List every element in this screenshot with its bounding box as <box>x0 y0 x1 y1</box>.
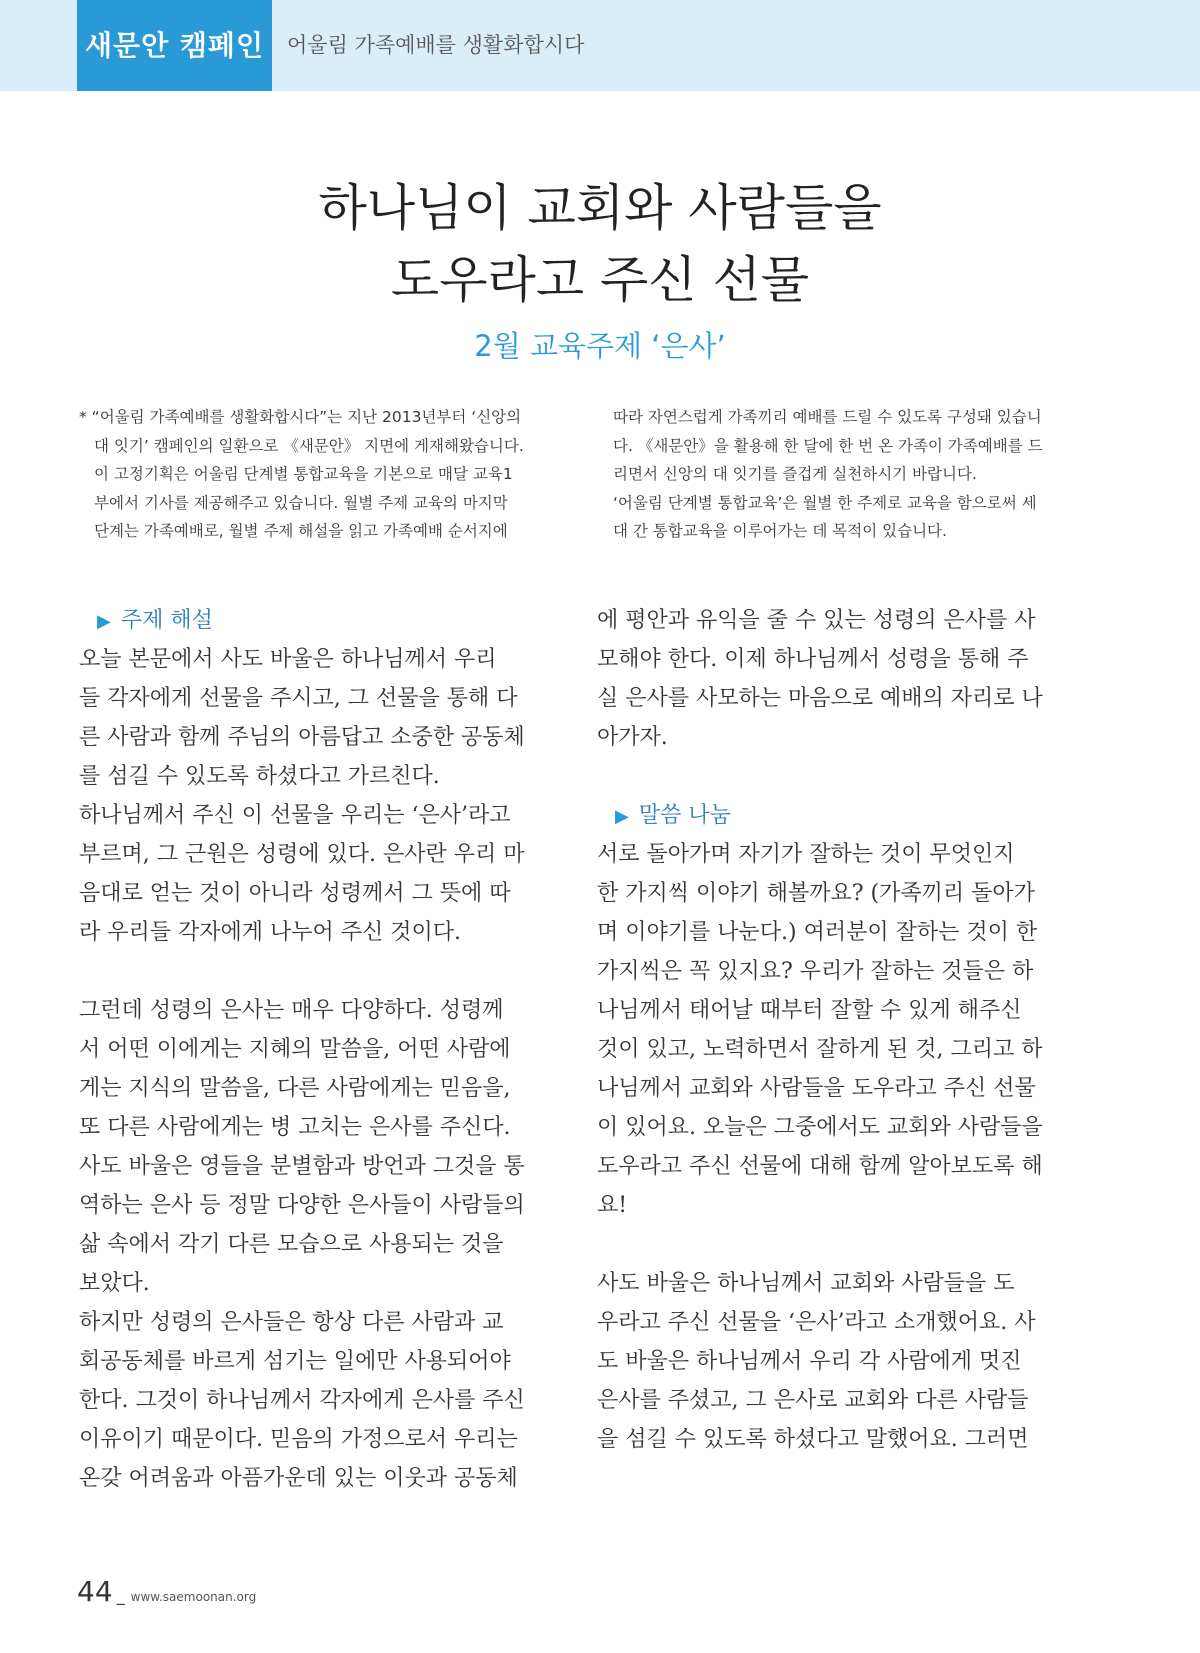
intro-line: * “어울림 가족예배를 생활화합시다”는 지난 2013년부터 ‘신앙의 <box>79 408 522 426</box>
body-line: 서 어떤 이에게는 지혜의 말씀을, 어떤 사람에 <box>79 1037 511 1062</box>
body-line: 에 평안과 유익을 줄 수 있는 성령의 은사를 사 <box>597 608 1036 633</box>
body-line: 하지만 성령의 은사들은 항상 다른 사람과 교 <box>79 1310 504 1335</box>
intro-line: 이 고정기획은 어울림 단계별 통합교육을 기본으로 매달 교육1 <box>94 465 513 483</box>
body-line: 온갖 어려움과 아픔가운데 있는 이웃과 공동체 <box>79 1466 518 1491</box>
body-line: 아가자. <box>597 725 668 750</box>
section-heading-word <box>597 796 1087 835</box>
article-title-line: 하나님이 교회와 사람들을 <box>318 179 882 237</box>
body-line: 역하는 은사 등 정말 다양한 은사들이 사람들의 <box>79 1193 525 1218</box>
body-line: 사도 바울은 하나님께서 교회와 사람들을 도 <box>597 1271 1015 1296</box>
intro-line: 대 잇기’ 캠페인의 일환으로 《새문안》 지면에 게재해왔습니다. <box>94 436 524 455</box>
page-number: 44 <box>77 1575 113 1608</box>
intro-line: 따라 자연스럽게 가족끼리 예배를 드릴 수 있도록 구성돼 있습니 <box>613 408 1042 426</box>
article-title <box>0 172 1200 316</box>
intro-line: 부에서 기사를 제공해주고 있습니다. 월별 주제 교육의 마지막 <box>94 493 508 512</box>
body-line: 나님께서 교회와 사람들을 도우라고 주신 선물 <box>597 1076 1036 1101</box>
body-line: 삶 속에서 각기 다른 모습으로 사용되는 것을 <box>79 1232 504 1257</box>
body-line: 며 이야기를 나눈다.) 여러분이 잘하는 것이 한 <box>597 920 1038 945</box>
article-title-line: 도우라고 주신 선물 <box>390 251 810 309</box>
body-line: 모해야 한다. 이제 하나님께서 성령을 통해 주 <box>597 647 1029 672</box>
body-line: 우라고 주신 선물을 ‘은사’라고 소개했어요. 사 <box>597 1310 1036 1335</box>
page-footer <box>77 1575 256 1615</box>
footer-separator: _ <box>116 1586 125 1605</box>
body-line: 서로 돌아가며 자기가 잘하는 것이 무엇인지 <box>597 842 1015 867</box>
body-line: 그런데 성령의 은사는 매우 다양하다. 성령께 <box>79 998 504 1023</box>
body-column-left <box>79 601 569 1498</box>
section-heading-theme <box>79 601 569 640</box>
paragraph-gap <box>597 1225 1087 1264</box>
section-heading-label: 말씀 나눔 <box>638 803 731 828</box>
article-subtitle: 2월 교육주제 ‘은사’ <box>474 329 726 363</box>
body-line: 은사를 주셨고, 그 은사로 교회와 다른 사람들 <box>597 1388 1029 1413</box>
body-line: 요! <box>597 1193 628 1218</box>
body-column-right <box>597 601 1087 1459</box>
body-line: 를 섬길 수 있도록 하셨다고 가르친다. <box>79 764 440 789</box>
body-line: 한 가지씩 이야기 해볼까요? (가족끼리 돌아가 <box>597 881 1035 906</box>
triangle-right-icon: ▶ <box>615 806 629 827</box>
body-line: 실 은사를 사모하는 마음으로 예배의 자리로 나 <box>597 686 1043 711</box>
footer-url[interactable]: www.saemoonan.org <box>130 1590 257 1604</box>
body-line: 한다. 그것이 하나님께서 각자에게 은사를 주신 <box>79 1388 525 1413</box>
intro-line: ‘어울림 단계별 통합교육’은 월별 한 주제로 교육을 함으로써 세 <box>613 493 1037 512</box>
campaign-label: 새문안 캠페인 <box>77 0 272 91</box>
paragraph-gap <box>597 757 1087 796</box>
body-line: 사도 바울은 영들을 분별함과 방언과 그것을 통 <box>79 1154 525 1179</box>
body-line: 오늘 본문에서 사도 바울은 하나님께서 우리 <box>79 647 497 672</box>
body-line: 도 바울은 하나님께서 우리 각 사람에게 멋진 <box>597 1349 1022 1374</box>
intro-line: 리면서 신앙의 대 잇기를 즐겁게 실천하시기 바랍니다. <box>613 465 977 483</box>
body-line: 을 섬길 수 있도록 하셨다고 말했어요. 그러면 <box>597 1427 1029 1452</box>
body-line: 이 있어요. 오늘은 그중에서도 교회와 사람들을 <box>597 1115 1043 1140</box>
intro-line: 대 간 통합교육을 이루어가는 데 목적이 있습니다. <box>613 522 947 540</box>
intro-line: 단계는 가족예배로, 월별 주제 해설을 읽고 가족예배 순서지에 <box>94 522 508 540</box>
intro-line: 다. 《새문안》을 활용해 한 달에 한 번 온 가족이 가족예배를 드 <box>613 436 1043 455</box>
body-line: 또 다른 사람에게는 병 고치는 은사를 주신다. <box>79 1115 511 1140</box>
body-line: 른 사람과 함께 주님의 아름답고 소중한 공동체 <box>79 725 525 750</box>
body-line: 하나님께서 주신 이 선물을 우리는 ‘은사’라고 <box>79 803 511 828</box>
body-line: 들 각자에게 선물을 주시고, 그 선물을 통해 다 <box>79 686 518 711</box>
campaign-subtitle: 어울림 가족예배를 생활화합시다 <box>287 33 585 57</box>
intro-note-left <box>79 403 569 546</box>
body-line: 음대로 얻는 것이 아니라 성령께서 그 뜻에 따 <box>79 881 511 906</box>
body-line: 나님께서 태어날 때부터 잘할 수 있게 해주신 <box>597 998 1022 1023</box>
section-heading-label: 주제 해설 <box>120 608 213 633</box>
body-line: 것이 있고, 노력하면서 잘하게 된 것, 그리고 하 <box>597 1037 1043 1062</box>
paragraph-gap <box>79 952 569 991</box>
triangle-right-icon: ▶ <box>97 611 111 632</box>
body-line: 회공동체를 바르게 섬기는 일에만 사용되어야 <box>79 1349 511 1374</box>
body-line: 가지씩은 꼭 있지요? 우리가 잘하는 것들은 하 <box>597 959 1034 984</box>
body-line: 게는 지식의 말씀을, 다른 사람에게는 믿음을, <box>79 1076 511 1101</box>
intro-note-right <box>613 403 1103 546</box>
body-line: 도우라고 주신 선물에 대해 함께 알아보도록 해 <box>597 1154 1043 1179</box>
body-line: 보았다. <box>79 1271 150 1296</box>
body-line: 부르며, 그 근원은 성령에 있다. 은사란 우리 마 <box>79 842 525 867</box>
body-line: 이유이기 때문이다. 믿음의 가정으로서 우리는 <box>79 1427 518 1452</box>
body-line: 라 우리들 각자에게 나누어 주신 것이다. <box>79 920 461 945</box>
